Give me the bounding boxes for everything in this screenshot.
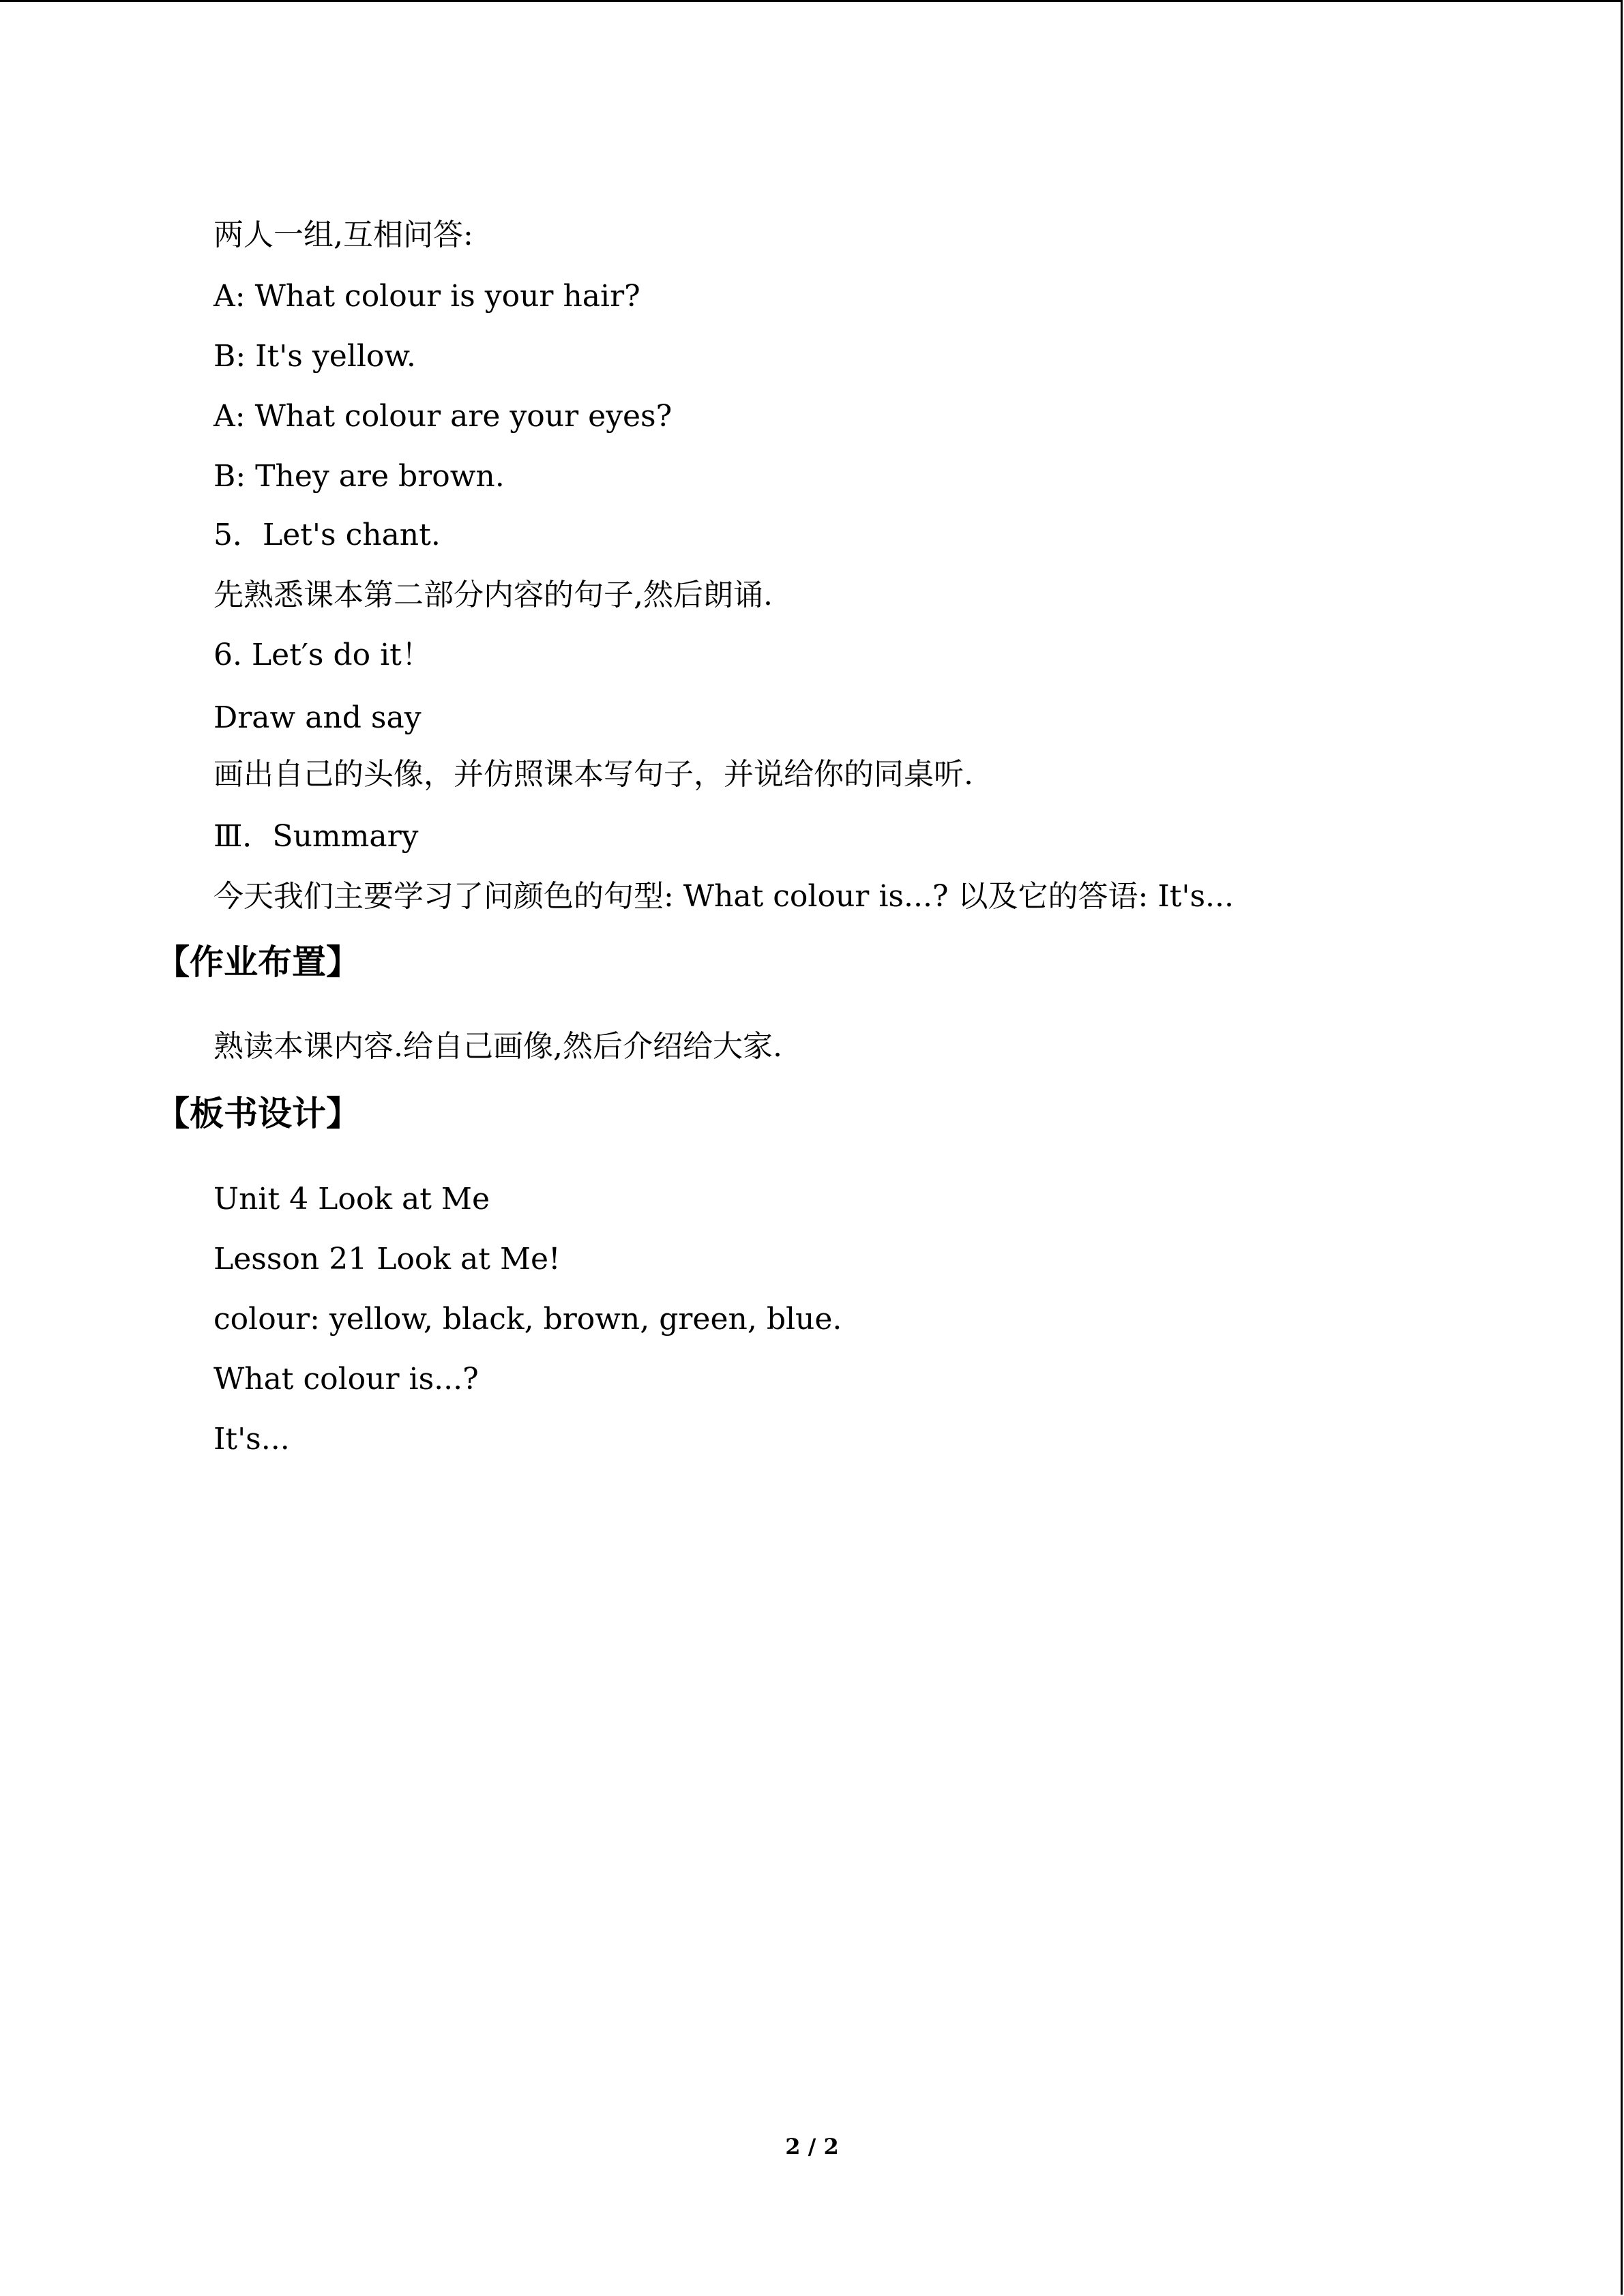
board-line-unit: Unit 4 Look at Me <box>213 1182 490 1217</box>
board-line-question: What colour is...? <box>213 1362 479 1397</box>
dialogue-line: B: They are brown. <box>213 459 505 494</box>
dialogue-line: B: It's yellow. <box>213 339 416 374</box>
board-line-lesson: Lesson 21 Look at Me! <box>213 1242 561 1277</box>
board-design-heading: 【板书设计】 <box>156 1094 360 1133</box>
homework-heading: 【作业布置】 <box>156 942 360 982</box>
homework-text: 熟读本课内容.给自己画像,然后介绍给大家. <box>213 1029 782 1064</box>
summary-text: 今天我们主要学习了问颜色的句型: What colour is...? 以及它的答语: It's... <box>213 879 1235 914</box>
dialogue-line: A: What colour are your eyes? <box>213 399 673 434</box>
pair-practice-instruction: 两人一组,互相问答: <box>213 218 473 252</box>
step-6-instruction: 画出自己的头像，并仿照课本写句子，并说给你的同桌听. <box>213 757 973 792</box>
dialogue-line: A: What colour is your hair? <box>213 279 640 314</box>
summary-title: Ⅲ．Summary <box>213 819 419 854</box>
page-number: 2 / 2 <box>785 2134 839 2160</box>
draw-and-say-label: Draw and say <box>213 700 422 735</box>
step-5-title: 5．Let's chant. <box>213 518 441 552</box>
board-line-colours: colour: yellow, black, brown, green, blue. <box>213 1302 842 1337</box>
step-6-title: 6. Let′s do it！ <box>213 638 432 672</box>
step-5-instruction: 先熟悉课本第二部分内容的句子,然后朗诵. <box>213 578 773 612</box>
board-line-answer: It's... <box>213 1422 290 1457</box>
